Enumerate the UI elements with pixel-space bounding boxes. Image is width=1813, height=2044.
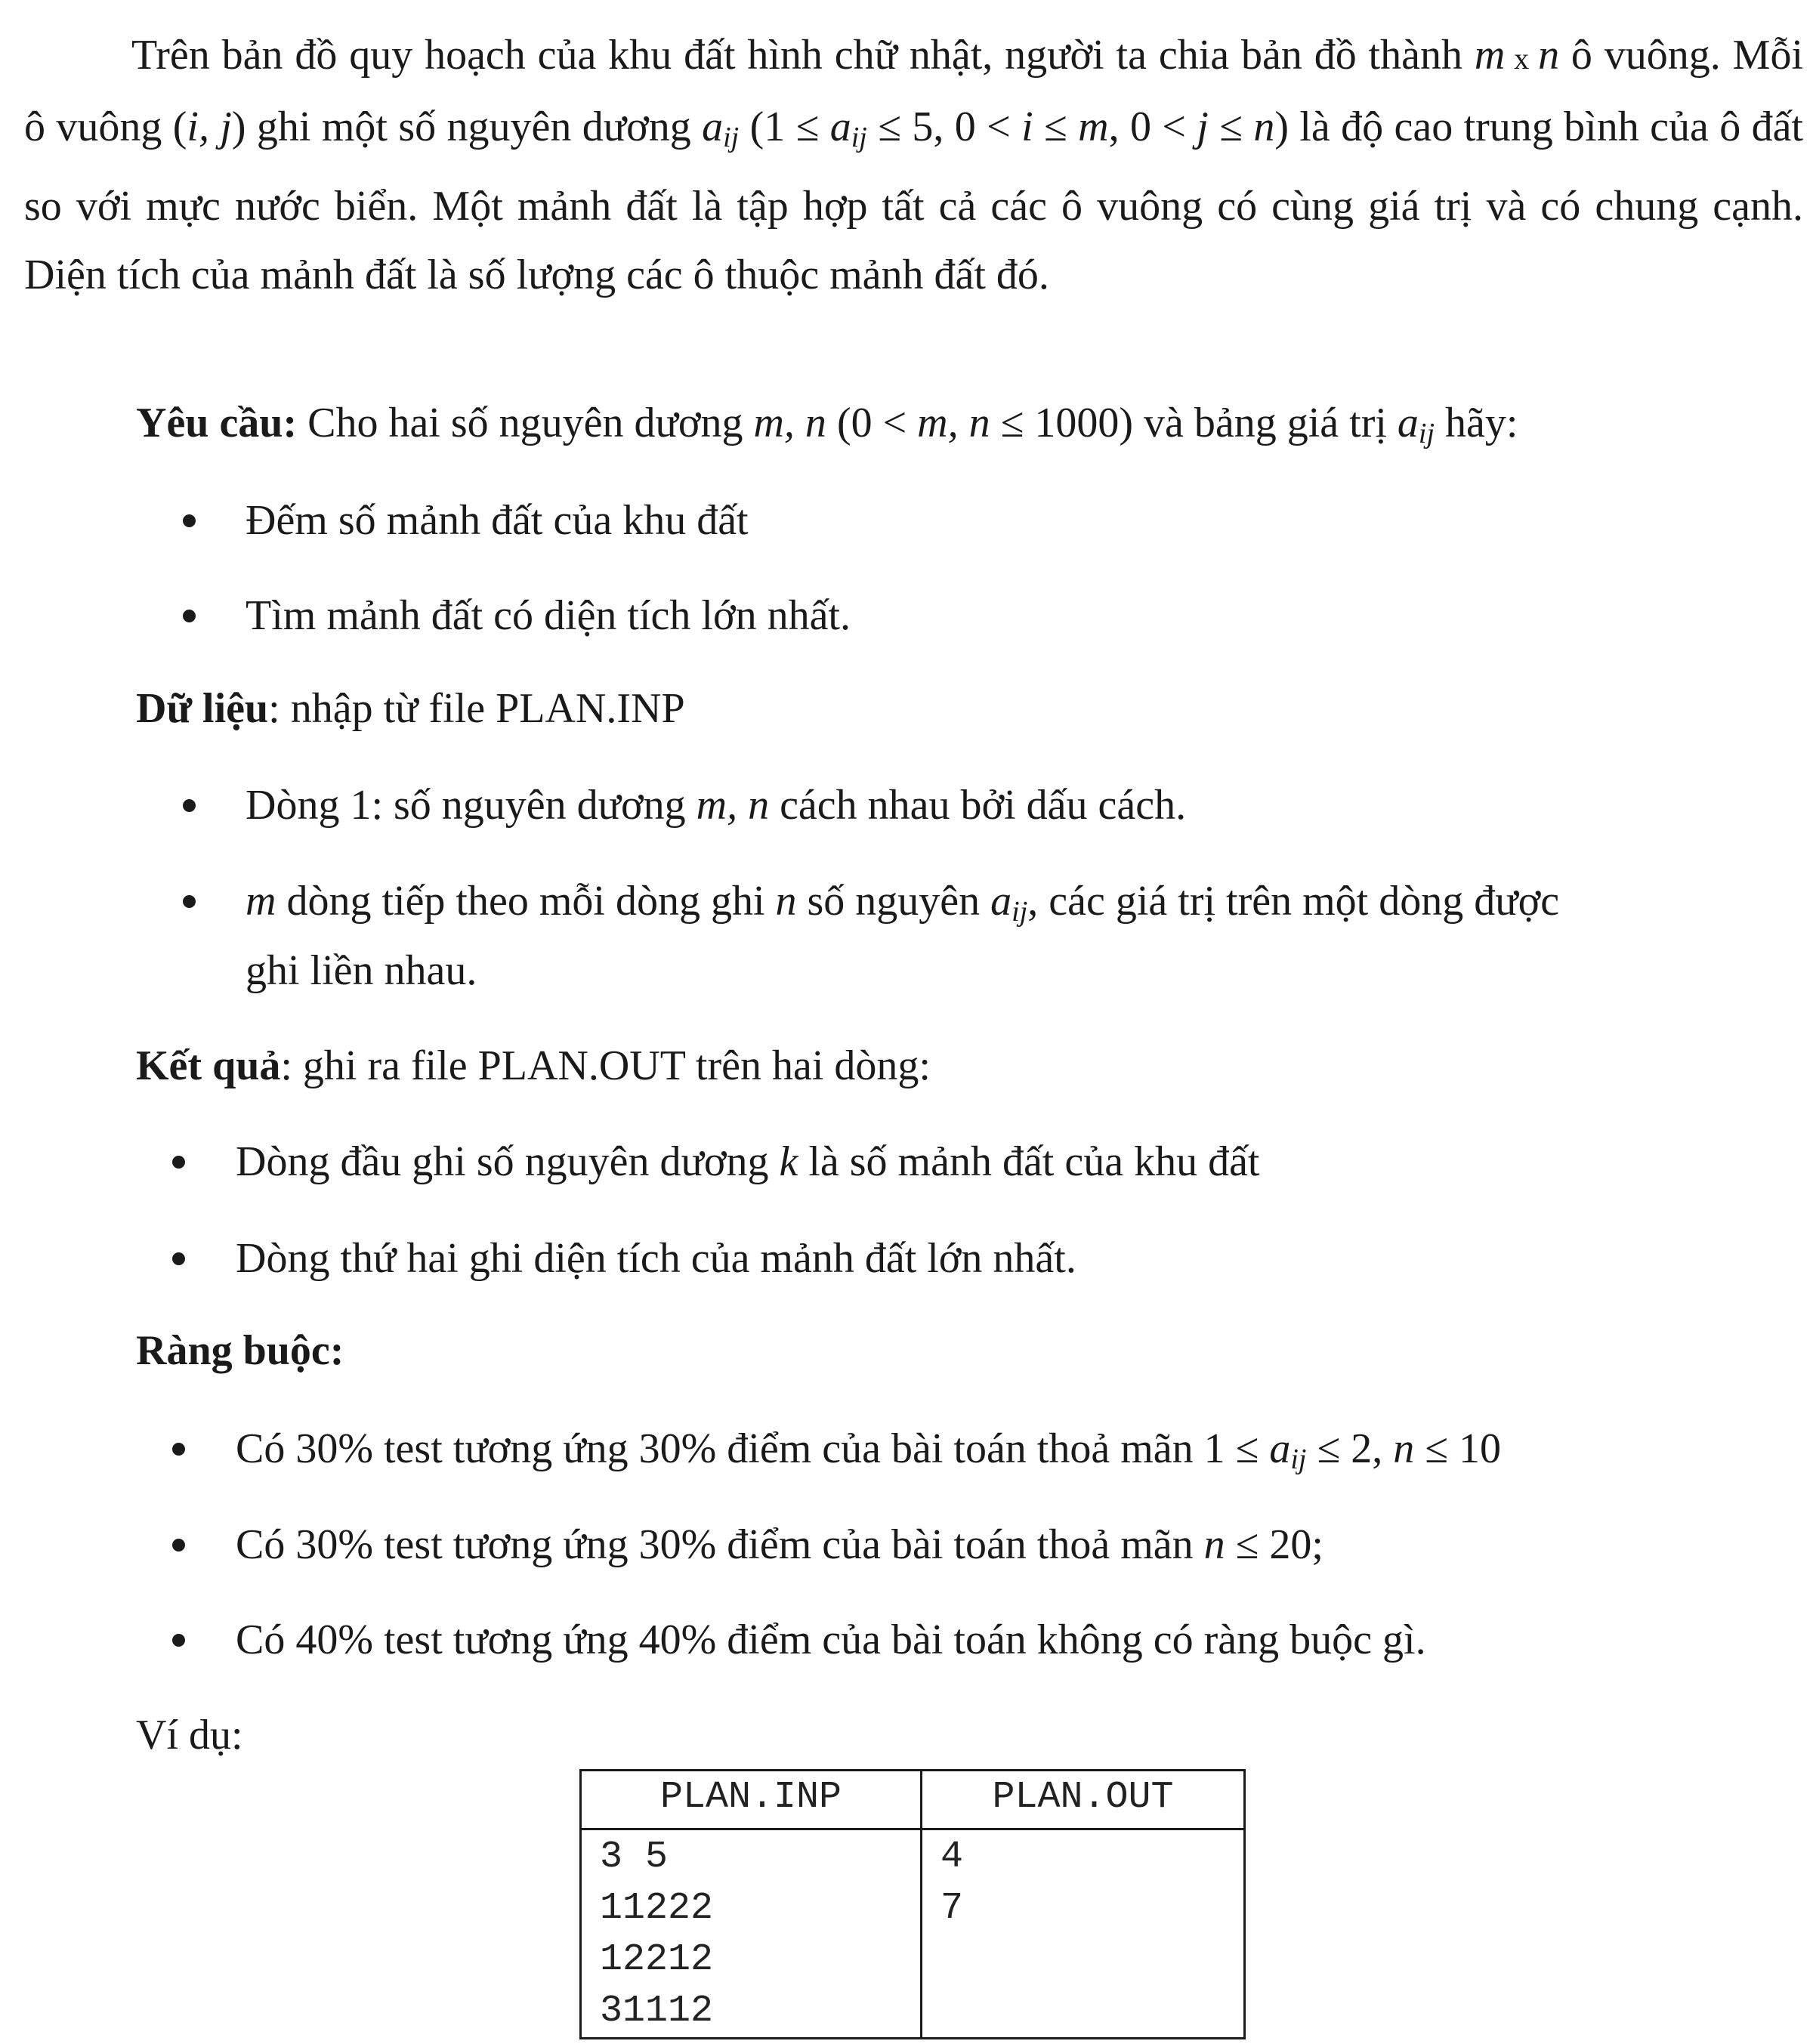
bullet-dot xyxy=(172,1443,185,1456)
input-bullet-first-line: Dòng 1: số nguyên dương m, n cách nhau bởi dấu cách. xyxy=(246,782,1187,829)
bullet-dot xyxy=(183,895,196,908)
output-line: 7 xyxy=(940,1887,964,1930)
input-line: 11222 xyxy=(600,1887,714,1930)
bullet-dot xyxy=(172,1539,185,1552)
output-cell xyxy=(922,1829,1245,2039)
bullet-dot xyxy=(172,1252,185,1265)
input-line: 3 5 xyxy=(600,1836,669,1879)
requirement-bullet-largest: Tìm mảnh đất có diện tích lớn nhất. xyxy=(246,592,851,639)
constraint-subtask-1: Có 30% test tương ứng 30% điểm của bài toán thoả mãn $1 \le a_{ij} \le 2$, n ≤ 10 xyxy=(236,1425,1501,1475)
requirement-line: Yêu cầu: Cho hai số nguyên dương m, n (0 < m, n ≤ 1000) và bảng giá trị $a_{ij}$ hãy: xyxy=(136,400,1518,449)
bullet-dot xyxy=(172,1156,185,1169)
input-bullet-grid-lines-continued: ghi liền nhau. xyxy=(246,947,477,994)
output-bullet-count: Dòng đầu ghi số nguyên dương k là số mảnh đất của khu đất xyxy=(236,1138,1260,1185)
constraints-heading: Ràng buộc: xyxy=(136,1327,344,1374)
constraint-subtask-2: Có 30% test tương ứng 30% điểm của bài toán thoả mãn n ≤ 20; xyxy=(236,1521,1323,1568)
input-section-line: Dữ liệu: nhập từ file PLAN.INP xyxy=(136,685,685,732)
bullet-dot xyxy=(183,610,196,622)
example-label: Ví dụ: xyxy=(136,1712,243,1758)
table-header-input: PLAN.INP xyxy=(581,1771,922,1829)
output-bullet-largest-area: Dòng thứ hai ghi diện tích của mảnh đất lớn nhất. xyxy=(236,1235,1076,1282)
requirement-bullet-count: Đếm số mảnh đất của khu đất xyxy=(246,497,749,544)
input-cell xyxy=(581,1829,922,2039)
output-section-line: Kết quả: ghi ra file PLAN.OUT trên hai dòng: xyxy=(136,1042,931,1089)
input-line: 31112 xyxy=(600,1990,714,2033)
intro-paragraph: Trên bản đồ quy hoạch của khu đất hình chữ nhật, người ta chia bản đồ thành m x n ô vuông. Mỗi ô vuông (i, j) ghi một số nguyên dương $a_{ij}$ ($1 \le a_{ij} \le 5$, 0 < i ≤ m, 0 < j ≤ n) là độ cao trung bình của ô đất so với mực nước biển. Một mảnh đất là tập hợp tất cả các ô vuông có cùng giá trị và có chung cạnh. Diện tích của mảnh đất là số lượng các ô thuộc mảnh đất đó. xyxy=(24,32,1804,298)
bullet-dot xyxy=(183,514,196,527)
table-header-output: PLAN.OUT xyxy=(922,1771,1245,1829)
constraint-subtask-3: Có 40% test tương ứng 40% điểm của bài toán không có ràng buộc gì. xyxy=(236,1616,1426,1663)
bullet-dot xyxy=(172,1634,185,1647)
input-line: 12212 xyxy=(600,1938,714,1981)
example-table xyxy=(579,1769,1246,2039)
output-line: 4 xyxy=(940,1836,964,1879)
input-bullet-grid-lines: m dòng tiếp theo mỗi dòng ghi n số nguyên $a_{ij}$, các giá trị trên một dòng được xyxy=(246,878,1560,928)
bullet-dot xyxy=(183,799,196,812)
